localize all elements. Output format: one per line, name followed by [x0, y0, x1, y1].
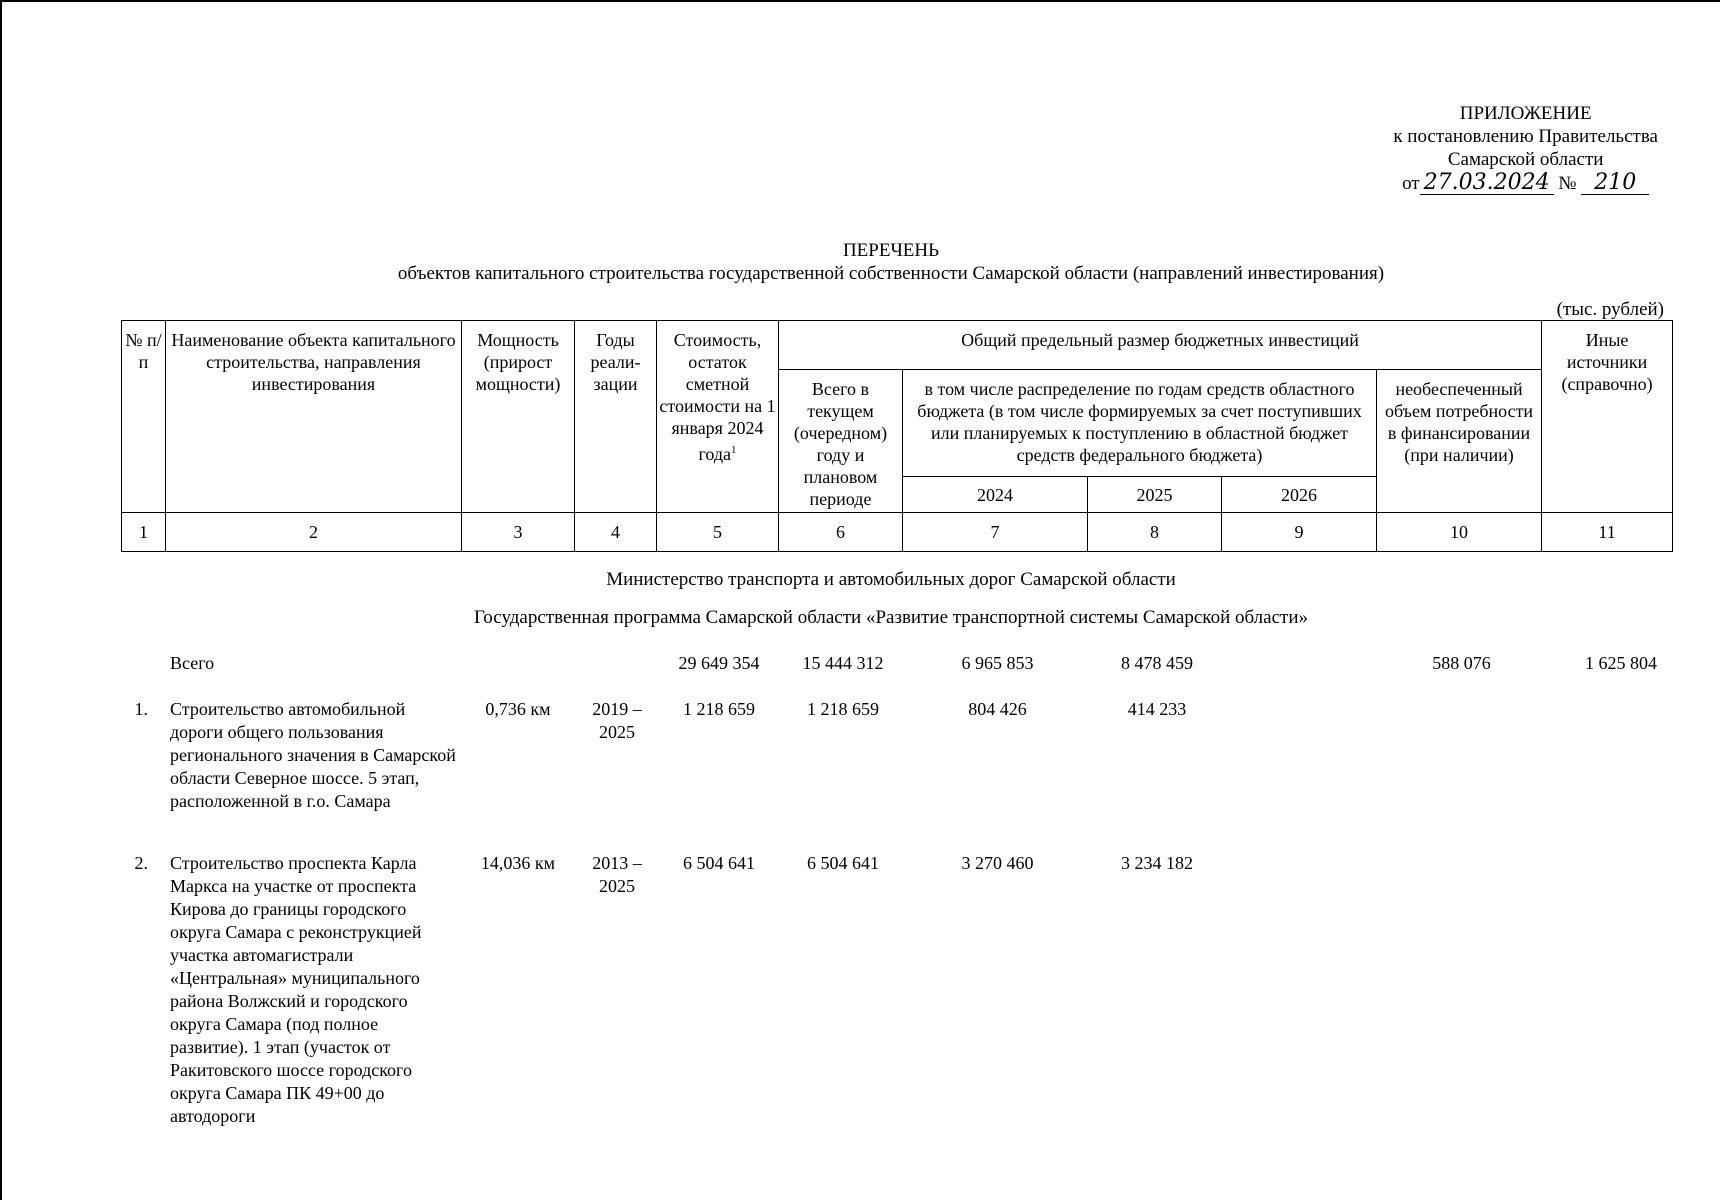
document-subtitle: объектов капитального строительства государственной собственности Самарской области (направлений инвестирования) [397, 263, 1385, 284]
header-year-2026: 2026 [1222, 477, 1377, 513]
total-label: Всего [170, 653, 215, 673]
number-label: № [1558, 173, 1577, 194]
page-top-border [0, 0, 1720, 2]
appendix-title: ПРИЛОЖЕНИЕ [1459, 103, 1592, 124]
row-total-period: 1 218 659 [807, 699, 879, 719]
row-name: Строительство автомобильной дороги общего пользования регионального значения в Самарской области Северное шоссе. 5 этап, расположенной в г.о. Самара [170, 699, 456, 811]
row-capacity: 14,036 км [480, 853, 556, 873]
handwritten-number: 210 [1581, 171, 1649, 195]
col-number-cell: 10 [1377, 513, 1542, 552]
appendix-line-1: к постановлению Правительства [1393, 126, 1658, 147]
row-2025: 3 234 182 [1121, 853, 1193, 873]
header-table [121, 320, 1673, 552]
col-number-cell: 9 [1222, 513, 1377, 552]
row-number: 2. [134, 853, 148, 873]
row-capacity: 0,736 км [485, 699, 551, 719]
col-number-cell: 3 [462, 513, 575, 552]
col-number-cell: 11 [1542, 513, 1673, 552]
col-number-cell: 1 [122, 513, 166, 552]
col-number-cell: 7 [903, 513, 1088, 552]
handwritten-date: 27.03.2024 [1420, 171, 1554, 195]
total-unfunded: 588 076 [1432, 653, 1491, 673]
row-cost: 1 218 659 [683, 699, 755, 719]
document-title: ПЕРЕЧЕНЬ [842, 240, 940, 261]
total-2025: 8 478 459 [1121, 653, 1193, 673]
col-number-cell: 6 [779, 513, 903, 552]
page-left-border [0, 0, 2, 1200]
header-year-2025: 2025 [1088, 477, 1222, 513]
units-label: (тыс. рублей) [1556, 299, 1664, 320]
total-cost: 29 649 354 [678, 653, 760, 673]
row-number: 1. [134, 699, 148, 719]
footnote-marker: 1 [731, 444, 737, 456]
header-col-number: № п/п [122, 321, 166, 513]
header-col-cost [657, 321, 779, 513]
header-group-years: в том числе распределение по годам средств областного бюджета (в том числе формируемых за счет поступивших или планируемых к поступлению в областной бюджет средств федерального бюджета) [903, 370, 1377, 477]
header-col-unfunded: необеспеченный объем потребности в финансировании (при наличии) [1377, 370, 1542, 513]
col-number-cell: 4 [575, 513, 657, 552]
row-2024: 804 426 [968, 699, 1027, 719]
header-col-name: Наименование объекта капитального строительства, направления инвестирования [166, 321, 462, 513]
row-total-period: 6 504 641 [807, 853, 879, 873]
ministry-title: Министерство транспорта и автомобильных дорог Самарской области [606, 569, 1176, 590]
row-years: 2019 – 2025 [592, 699, 642, 742]
row-2025: 414 233 [1127, 699, 1187, 719]
row-years: 2013 – 2025 [592, 853, 642, 896]
header-col-capacity: Мощность (прирост мощности) [462, 321, 575, 513]
row-2024: 3 270 460 [961, 853, 1034, 873]
total-2024: 6 965 853 [961, 653, 1034, 673]
program-title: Государственная программа Самарской области «Развитие транспортной системы Самарской области» [473, 607, 1308, 628]
col-number-cell: 2 [166, 513, 462, 552]
total-period: 15 444 312 [802, 653, 884, 673]
row-name: Строительство проспекта Карла Маркса на участке от проспекта Кирова до границы городского округа Самара с реконструкцией участка автомагистрали «Центральная» муниципального района Волжский и городского округа Самара (под полное развитие). 1 этап (участок от Ракитовского шоссе городского округа Самара ПК 49+00 до автодороги [170, 853, 422, 1126]
col-number-cell: 8 [1088, 513, 1222, 552]
row-cost: 6 504 641 [683, 853, 755, 873]
total-other: 1 625 804 [1585, 653, 1657, 673]
header-col-cost-text: Стоимость, остаток сметной стоимости на 1 января 2024 года [659, 330, 776, 464]
appendix-line-2: Самарской области [1447, 149, 1604, 170]
col-number-cell: 5 [657, 513, 779, 552]
document-title-block [0, 239, 1720, 285]
date-prefix: от [1402, 173, 1420, 194]
header-col-total-period: Всего в текущем (очередном) году и плановом периоде [779, 370, 903, 513]
header-col-other: Иные источники (справочно) [1542, 321, 1673, 513]
appendix-block [1393, 102, 1658, 195]
header-group-total: Общий предельный размер бюджетных инвестиций [779, 321, 1542, 370]
header-col-years: Годы реали-зации [575, 321, 657, 513]
header-year-2024: 2024 [903, 477, 1088, 513]
header-number-row [122, 513, 1673, 552]
appendix-date-line [1393, 171, 1658, 195]
